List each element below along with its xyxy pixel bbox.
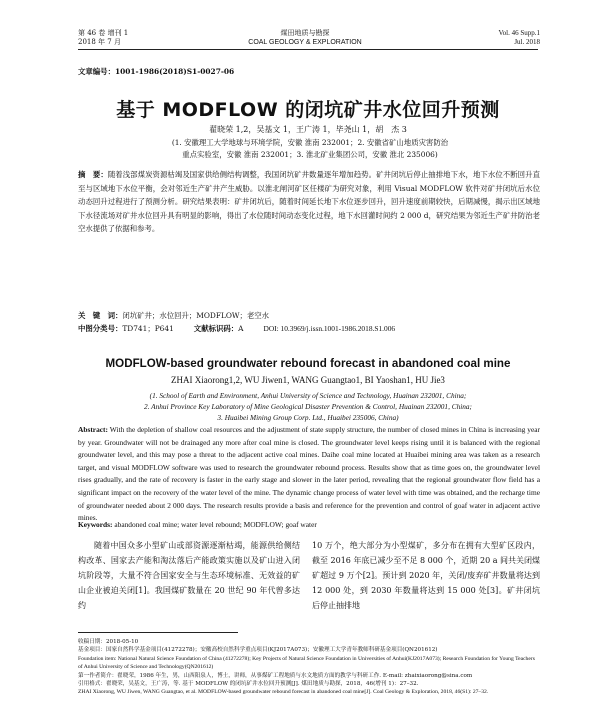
article-number: 文章编号：1001-1986(2018)S1-0027-06	[78, 67, 235, 76]
doi: DOI: 10.3969/j.issn.1001-1986.2018.S1.006	[263, 324, 396, 333]
authors-cn: 翟晓荣 1,2，吴基文 1，王广涛 1，毕尧山 1，胡 杰 3	[209, 125, 407, 134]
classification	[78, 323, 540, 335]
keywords-en-label: Keywords:	[78, 520, 113, 529]
keywords-cn-text: 闭坑矿井；水位回升；MODFLOW；老空水	[122, 311, 270, 320]
keywords-en-text: abandoned coal mine; water level rebound; MODFLOW; goaf water	[114, 520, 317, 529]
footnote-citation-cn: 引用格式：翟晓荣，吴基文，王广涛，等. 基于 MODFLOW 的闭坑矿井水位回升预测[J]. 煤田地质与勘探，2018，46(增刊 1)：27–32.	[78, 681, 419, 688]
header-issue	[499, 29, 541, 47]
keywords-cn	[78, 310, 540, 322]
header-journal-en: COAL GEOLOGY & EXPLORATION	[248, 39, 362, 46]
abstract-en-label: Abstract:	[78, 425, 108, 434]
affiliation-cn-line: (1. 安徽理工大学地球与环境学院，安徽 淮南 232001；2. 安徽省矿山地质灾害防治	[171, 138, 449, 147]
affiliation-en-3: 3. Huaibei Mining Group Corp. Ltd., Huaibei 235006, China)	[217, 413, 399, 422]
footnote-received: 收稿日期：2018-05-10	[78, 639, 139, 645]
footnote-citation-en: ZHAI Xiaorong, WU Jiwen, WANG Guangtao, et al. MODFLOW-based groundwater rebound forecast in abandoned coal mine[J]. Coal Geology & Exploration, 2018, 46(S1): 27–32.	[78, 689, 489, 696]
abstract-en-text: With the depletion of shallow coal resources and the adjustment of state supply structure, the number of closed mines in China is increasing year by year. Groundwater will not be drainaged any more after coal mine is closed. The groundwater level keeps rising until it is balanced with the regional groundwater level, and this may pose a threat to the adjacent active coal mines. Daihe coal mine located at Huaibei mining area was taken as a research target, and visual MODFLOW software was used to research the groundwater rebound process. Results show that as time goes on, the groundwater level rises gradually, and the rate of recovery is faster in the early stage and slower in the later period, revealing that the regional groundwater flow field has a significant impact on the recovery of the water level of the mine. The dynamic change process of water level with time was obtained, and the recharge time of groundwater needed about 2 000 days. The research results provide a basis and reference for the prevention and control of goaf water in adjacent active mines.	[78, 425, 540, 523]
body-column-left: 随着中国众多小型矿山或部资源逐渐枯竭，能源供给侧结构改革、国家去产能和淘汰落后产能政策实施以及矿山进入闭坑阶段等，大量不符合国家安全与生态环境标准、无效益的矿山企业被迫关闭[1]。我国煤矿数量在 20 世纪 90 年代曾多达约	[78, 541, 300, 610]
abstract-cn-text: 随着浅部煤炭资源枯竭及国家供给侧结构调整，我国闭坑矿井数量逐年增加趋势。矿井闭坑后停止抽排地下水，地下水位不断回升直至与区域地下水位平衡，会对邻近生产矿井产生威胁。以淮北闸河矿区任楼矿为研究对象，利用 Visual MODFLOW 软件对矿井闭坑后水位动态回升过程进行了预测分析。研究结果表明：矿井闭坑后，随着时间延长地下水位逐步回升，回升速度前期较快，后期减慢，揭示出区域地下水径流场对矿井水位回升具有明显的影响，得出了水位随时间动态变化过程，地下水回灌时间约 2 000 d，研究结果为邻近生产矿井防治老空水提供了依据和参考。	[78, 170, 540, 234]
title-en: MODFLOW-based groundwater rebound forecast in abandoned coal mine	[105, 357, 511, 370]
keywords-cn-label: 关 键 词：	[78, 311, 123, 320]
affiliation-en-2: 2. Anhui Province Key Laboratory of Mine Geological Disaster Prevention & Control, Huainan 232001, China;	[144, 402, 472, 411]
header-left-date: 2018 年 7 月	[78, 38, 121, 46]
header-journal-cn: 煤田地质与勘探	[280, 29, 330, 37]
header-volume	[78, 29, 128, 47]
abstract-cn-label: 摘 要：	[78, 170, 108, 179]
keywords-en	[78, 520, 540, 529]
clc-label: 中图分类号：	[78, 324, 123, 333]
abstract-cn	[78, 168, 540, 236]
clc-value: TD741；P641	[122, 324, 174, 333]
header-right-vol: Vol. 46 Supp.1	[498, 29, 540, 37]
header-right-date: Jul. 2018	[514, 38, 540, 46]
footnote-funding-en: Foundation item: National Natural Science Foundation of China (41272278); Key Projects of Natural Science Foundation in Universities of Anhui(KJ2017A073); Research Foundation for Young Teachers of Anhui University of Science and Technology(QN201612)	[78, 655, 535, 671]
header-journal	[230, 29, 380, 47]
doc-code-value: A	[238, 324, 244, 333]
footnote-funding-cn: 基金项目：国家自然科学基金项目(41272278)；安徽高校自然科学重点项目(KJ2017A073)；安徽理工大学青年教师科研基金项目(QN201612)	[78, 647, 438, 654]
title-cn: 基于 MODFLOW 的闭坑矿井水位回升预测	[116, 99, 500, 121]
affiliation-en-1: (1. School of Earth and Environment, Anhui University of Science and Technology, Huainan 232001, China;	[149, 391, 467, 400]
header-rule	[78, 49, 538, 50]
header-left-vol: 第 46 卷 增刊 1	[78, 29, 129, 37]
abstract-en	[78, 424, 540, 525]
body-column-right: 10 万个，绝大部分为小型煤矿，多分布在拥有大型矿区段内，截至 2016 年底已减少至不足 8 000 个，近期 20 a 间共关闭煤矿超过 9 万个[2]。预计到 2020 年，关闭/废弃矿井数量将达到 12 000 处，到 2030 年数量将达到 15 000 处[3]。矿井闭坑后停止抽排地	[312, 541, 541, 610]
footnote-author-bio: 第一作者简介：翟晓荣，1986 年生，男，山西阳泉人，博士，讲师，从事煤矿工程地质与水文地质方面的教学与科研工作. E-mail: zhaixiaorong@sina.com	[78, 672, 473, 679]
affiliation-cn-line: 重点实验室，安徽 淮南 232001；3. 淮北矿业集团公司，安徽 淮北 235006)	[182, 150, 438, 159]
authors-en: ZHAI Xiaorong1,2, WU Jiwen1, WANG Guangtao1, BI Yaoshan1, HU Jie3	[171, 375, 445, 385]
footnote-rule	[78, 632, 238, 633]
affiliations-cn	[90, 137, 530, 161]
footnotes	[78, 638, 540, 697]
doc-code-label: 文献标识码：	[193, 324, 239, 333]
